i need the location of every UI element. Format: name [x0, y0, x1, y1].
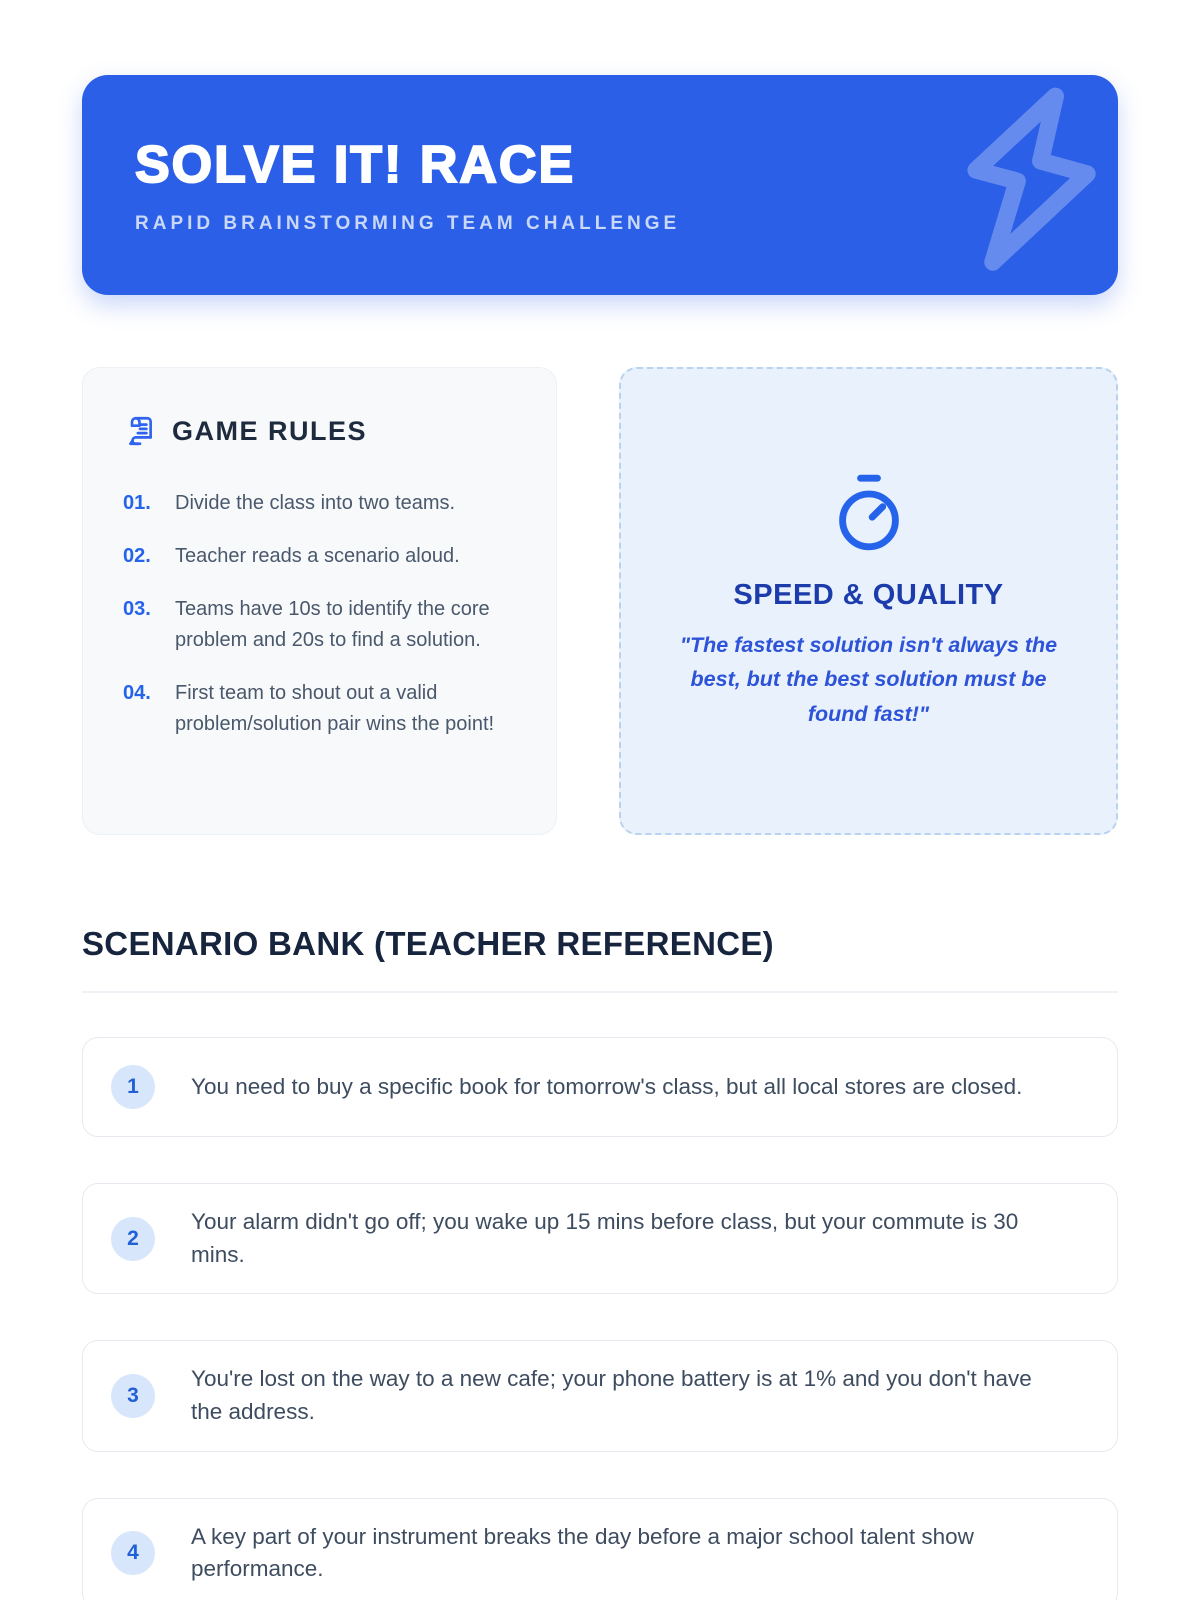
- game-rules-header: [123, 414, 516, 448]
- speed-quality-card: [619, 367, 1118, 835]
- stopwatch-icon: [831, 471, 907, 555]
- rule-item: [123, 488, 516, 519]
- scenario-text: A key part of your instrument breaks the day before a major school talent show performance.: [191, 1523, 974, 1582]
- page-title: SOLVE IT! RACE: [135, 136, 576, 194]
- scenario-card: [82, 1183, 1118, 1294]
- scenario-number-badge: 2: [111, 1217, 155, 1261]
- scenario-bank-heading: SCENARIO BANK (TEACHER REFERENCE): [82, 925, 774, 962]
- worksheet-page: [0, 75, 1200, 1600]
- scenario-number-badge: 3: [111, 1374, 155, 1418]
- info-columns: [82, 367, 1118, 835]
- lightning-bolt-icon: [948, 81, 1116, 279]
- rule-item: [123, 541, 516, 572]
- scenario-card: [82, 1498, 1118, 1600]
- scenario-number-badge: 1: [111, 1065, 155, 1109]
- header-banner: [82, 75, 1118, 295]
- scenario-text: You need to buy a specific book for tomorrow's class, but all local stores are closed.: [191, 1073, 1023, 1099]
- rules-title: GAME RULES: [172, 415, 368, 446]
- rule-text: Teacher reads a scenario aloud.: [175, 545, 460, 567]
- scenario-card: [82, 1340, 1118, 1451]
- rule-item: [123, 678, 516, 740]
- rule-item: [123, 594, 516, 656]
- rule-number: 04.: [123, 682, 151, 704]
- rule-text: Teams have 10s to identify the core problem and 20s to find a solution.: [175, 598, 490, 651]
- page-subtitle: RAPID BRAINSTORMING TEAM CHALLENGE: [135, 213, 681, 234]
- rule-text: First team to shout out a valid problem/solution pair wins the point!: [175, 682, 495, 735]
- scenario-text: You're lost on the way to a new cafe; your phone battery is at 1% and you don't have the address.: [191, 1366, 1032, 1424]
- scenario-text: Your alarm didn't go off; you wake up 15 mins before class, but your commute is 30 mins.: [191, 1209, 1019, 1267]
- rule-text: Divide the class into two teams.: [175, 492, 456, 514]
- rule-number: 01.: [123, 492, 151, 514]
- rules-list: [123, 488, 516, 740]
- game-rules-card: [82, 367, 557, 835]
- focus-title: SPEED & QUALITY: [733, 578, 1004, 611]
- scenario-card: [82, 1037, 1118, 1137]
- focus-quote: "The fastest solution isn't always the best, but the best solution must be found fast!": [679, 632, 1058, 726]
- section-divider: [82, 991, 1118, 993]
- rule-number: 03.: [123, 598, 151, 620]
- rule-number: 02.: [123, 545, 151, 567]
- scroll-icon: [123, 414, 157, 448]
- scenario-number-badge: 4: [111, 1531, 155, 1575]
